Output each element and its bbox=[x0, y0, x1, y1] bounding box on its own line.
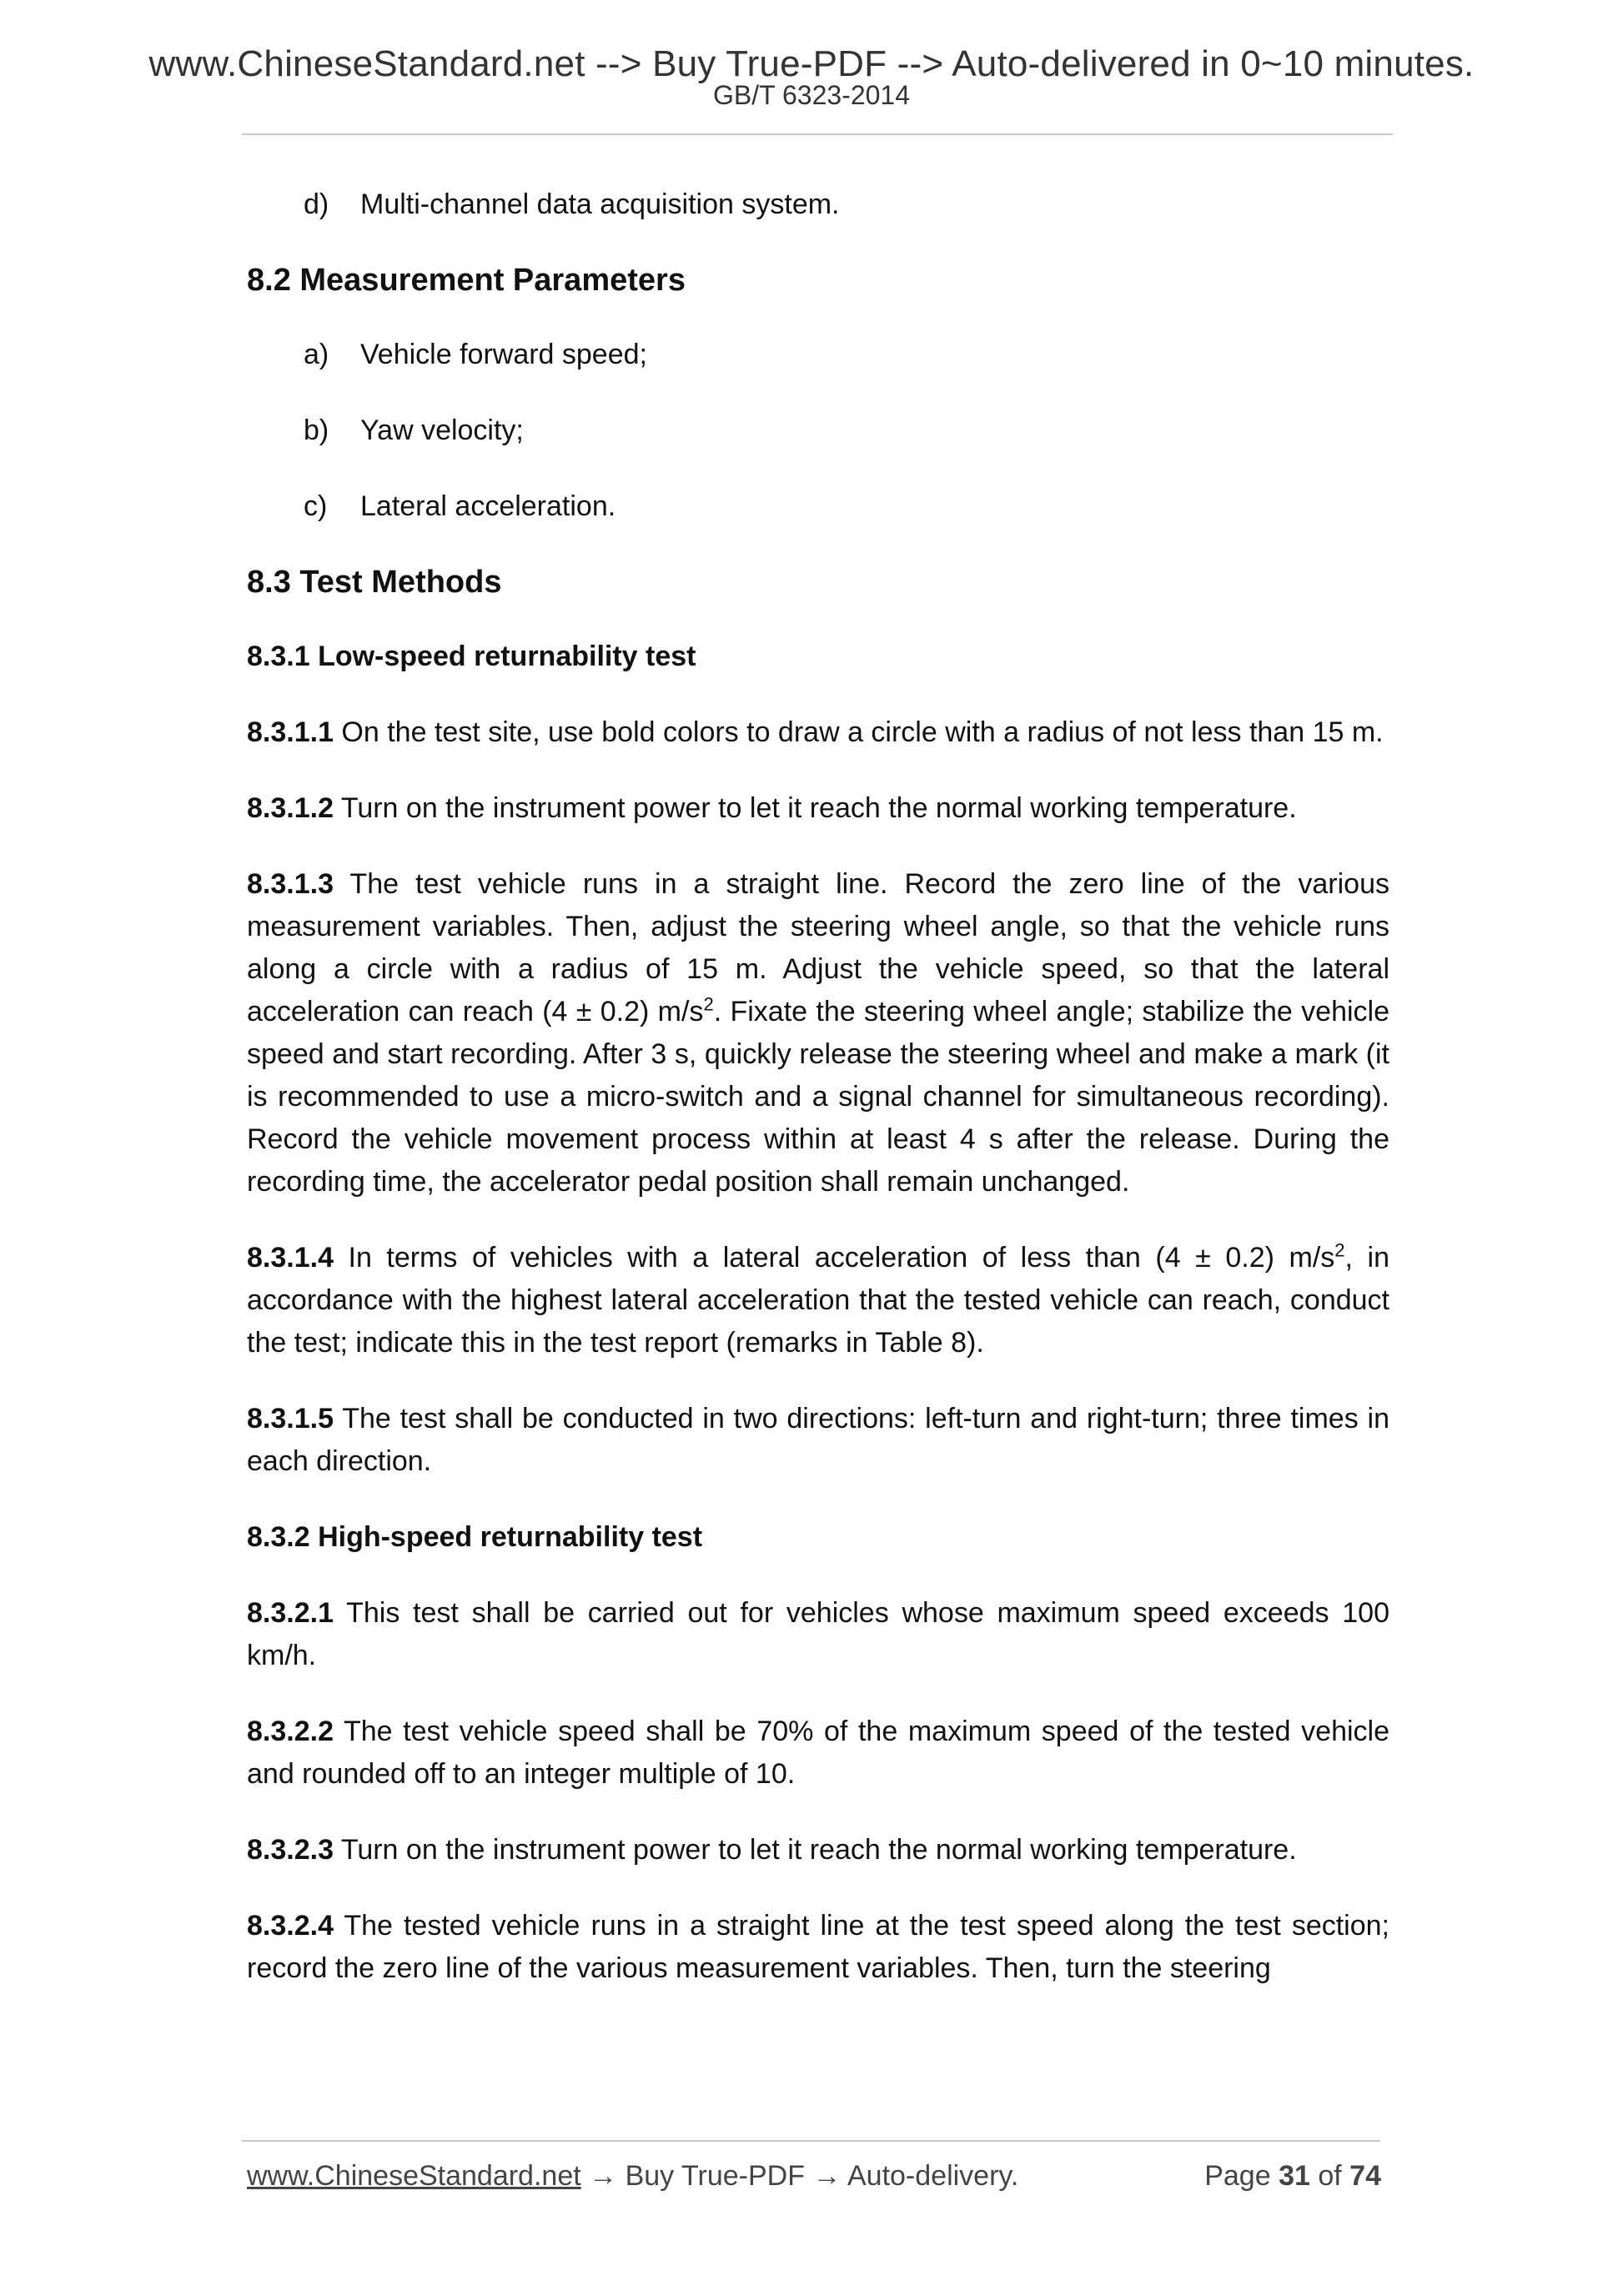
list-text: Lateral acceleration. bbox=[360, 490, 616, 522]
clause-number: 8.3.2.4 bbox=[247, 1910, 334, 1942]
clause-text: This test shall be carried out for vehicles whose maximum speed exceeds 100 km/h. bbox=[247, 1597, 1389, 1671]
clause-number: 8.3.1.4 bbox=[247, 1242, 334, 1274]
clause-number: 8.3.1.1 bbox=[247, 716, 334, 748]
clause-text: Turn on the instrument power to let it reach the normal working temperature. bbox=[333, 1834, 1297, 1866]
list-item-c bbox=[304, 485, 1389, 528]
clause-text-continued: , in accordance with the highest lateral acceleration that the tested vehicle can reach, conduct the test; indicate this in the test report (remarks in Table 8). bbox=[247, 1242, 1389, 1359]
clause-number: 8.3.1.5 bbox=[247, 1403, 334, 1434]
clause-text: On the test site, use bold colors to draw a circle with a radius of not less than 15 m. bbox=[333, 716, 1384, 748]
clause-8-3-2-2 bbox=[247, 1711, 1389, 1796]
standard-code: GB/T 6323-2014 bbox=[712, 80, 910, 110]
header-divider bbox=[242, 133, 1393, 135]
clause-text: The test vehicle speed shall be 70% of the maximum speed of the tested vehicle and rounded off to an integer multiple of 10. bbox=[247, 1716, 1389, 1790]
list-text: Multi-channel data acquisition system. bbox=[360, 188, 840, 220]
clause-8-3-1-5 bbox=[247, 1398, 1389, 1483]
footer-site-link[interactable]: www.ChineseStandard.net bbox=[247, 2160, 581, 2192]
clause-8-3-1-3 bbox=[247, 863, 1389, 1203]
clause-number: 8.3.2.1 bbox=[247, 1597, 334, 1629]
clause-text: The tested vehicle runs in a straight line at the test speed along the test section; record the zero line of the various measurement variables. Then, turn the steering bbox=[247, 1910, 1389, 1984]
list-marker: d) bbox=[304, 188, 329, 220]
clause-8-3-2-3 bbox=[247, 1829, 1389, 1871]
clause-text: The test shall be conducted in two directions: left-turn and right-turn; three times in each direction. bbox=[247, 1403, 1389, 1477]
superscript: 2 bbox=[703, 993, 714, 1015]
section-heading-8-2: 8.2 Measurement Parameters bbox=[247, 263, 686, 298]
clause-text-continued: . Fixate the steering wheel angle; stabilize the vehicle speed and start recording. After 3 s, quickly release the steering wheel and make a mark (it is recommended to use a micro-switch and a signal channel for simultaneous recording). Record the vehicle movement process within at least 4 s after the release. During the recording time, the accelerator pedal position shall remain unchanged. bbox=[247, 996, 1390, 1198]
clause-number: 8.3.1.2 bbox=[247, 792, 334, 824]
footer-tagline: → Buy True-PDF → Auto-delivery. bbox=[580, 2160, 1019, 2192]
subsection-heading-8-3-1: 8.3.1 Low-speed returnability test bbox=[247, 641, 696, 672]
page-number bbox=[1204, 2160, 1381, 2193]
clause-number: 8.3.2.3 bbox=[247, 1834, 334, 1866]
footer-left bbox=[247, 2160, 1018, 2193]
section-heading-8-3: 8.3 Test Methods bbox=[247, 565, 502, 600]
list-marker: b) bbox=[304, 414, 329, 446]
page-label: Page bbox=[1204, 2160, 1271, 2192]
clause-number: 8.3.2.2 bbox=[247, 1716, 334, 1747]
list-marker: c) bbox=[304, 490, 328, 522]
list-item-b bbox=[304, 409, 1389, 452]
page-content bbox=[247, 183, 1389, 2023]
list-item-d bbox=[304, 183, 1389, 226]
page-total: 74 bbox=[1349, 2160, 1381, 2192]
page-of: of bbox=[1318, 2160, 1342, 2192]
list-item-a bbox=[304, 334, 1389, 376]
list-marker: a) bbox=[304, 339, 329, 370]
clause-8-3-1-4 bbox=[247, 1237, 1389, 1364]
clause-8-3-1-1 bbox=[247, 711, 1389, 754]
subsection-heading-8-3-2: 8.3.2 High-speed returnability test bbox=[247, 1521, 703, 1553]
page-current: 31 bbox=[1279, 2160, 1310, 2192]
list-text: Vehicle forward speed; bbox=[360, 339, 647, 370]
clause-text: The test vehicle runs in a straight line. Record the zero line of the various measurement variables. Then, adjust the steering wheel angle, so that the vehicle runs along a circle with a radius of 15 m. Adjust the vehicle speed, so that the lateral acceleration can reach (4 ± 0.2) m/s bbox=[247, 868, 1389, 1027]
clause-text: In terms of vehicles with a lateral acceleration of less than (4 ± 0.2) m/s bbox=[333, 1242, 1335, 1274]
clause-text: Turn on the instrument power to let it reach the normal working temperature. bbox=[333, 792, 1297, 824]
clause-8-3-2-1 bbox=[247, 1592, 1389, 1677]
clause-8-3-2-4 bbox=[247, 1905, 1389, 1990]
clause-number: 8.3.1.3 bbox=[247, 868, 334, 900]
superscript: 2 bbox=[1334, 1239, 1345, 1261]
footer-divider bbox=[242, 2140, 1380, 2142]
clause-8-3-1-2 bbox=[247, 787, 1389, 830]
site-banner: www.ChineseStandard.net --> Buy True-PDF --> Auto-delivered in 0~10 minutes. bbox=[148, 43, 1475, 84]
page-footer bbox=[247, 2160, 1381, 2193]
list-text: Yaw velocity; bbox=[360, 414, 524, 446]
